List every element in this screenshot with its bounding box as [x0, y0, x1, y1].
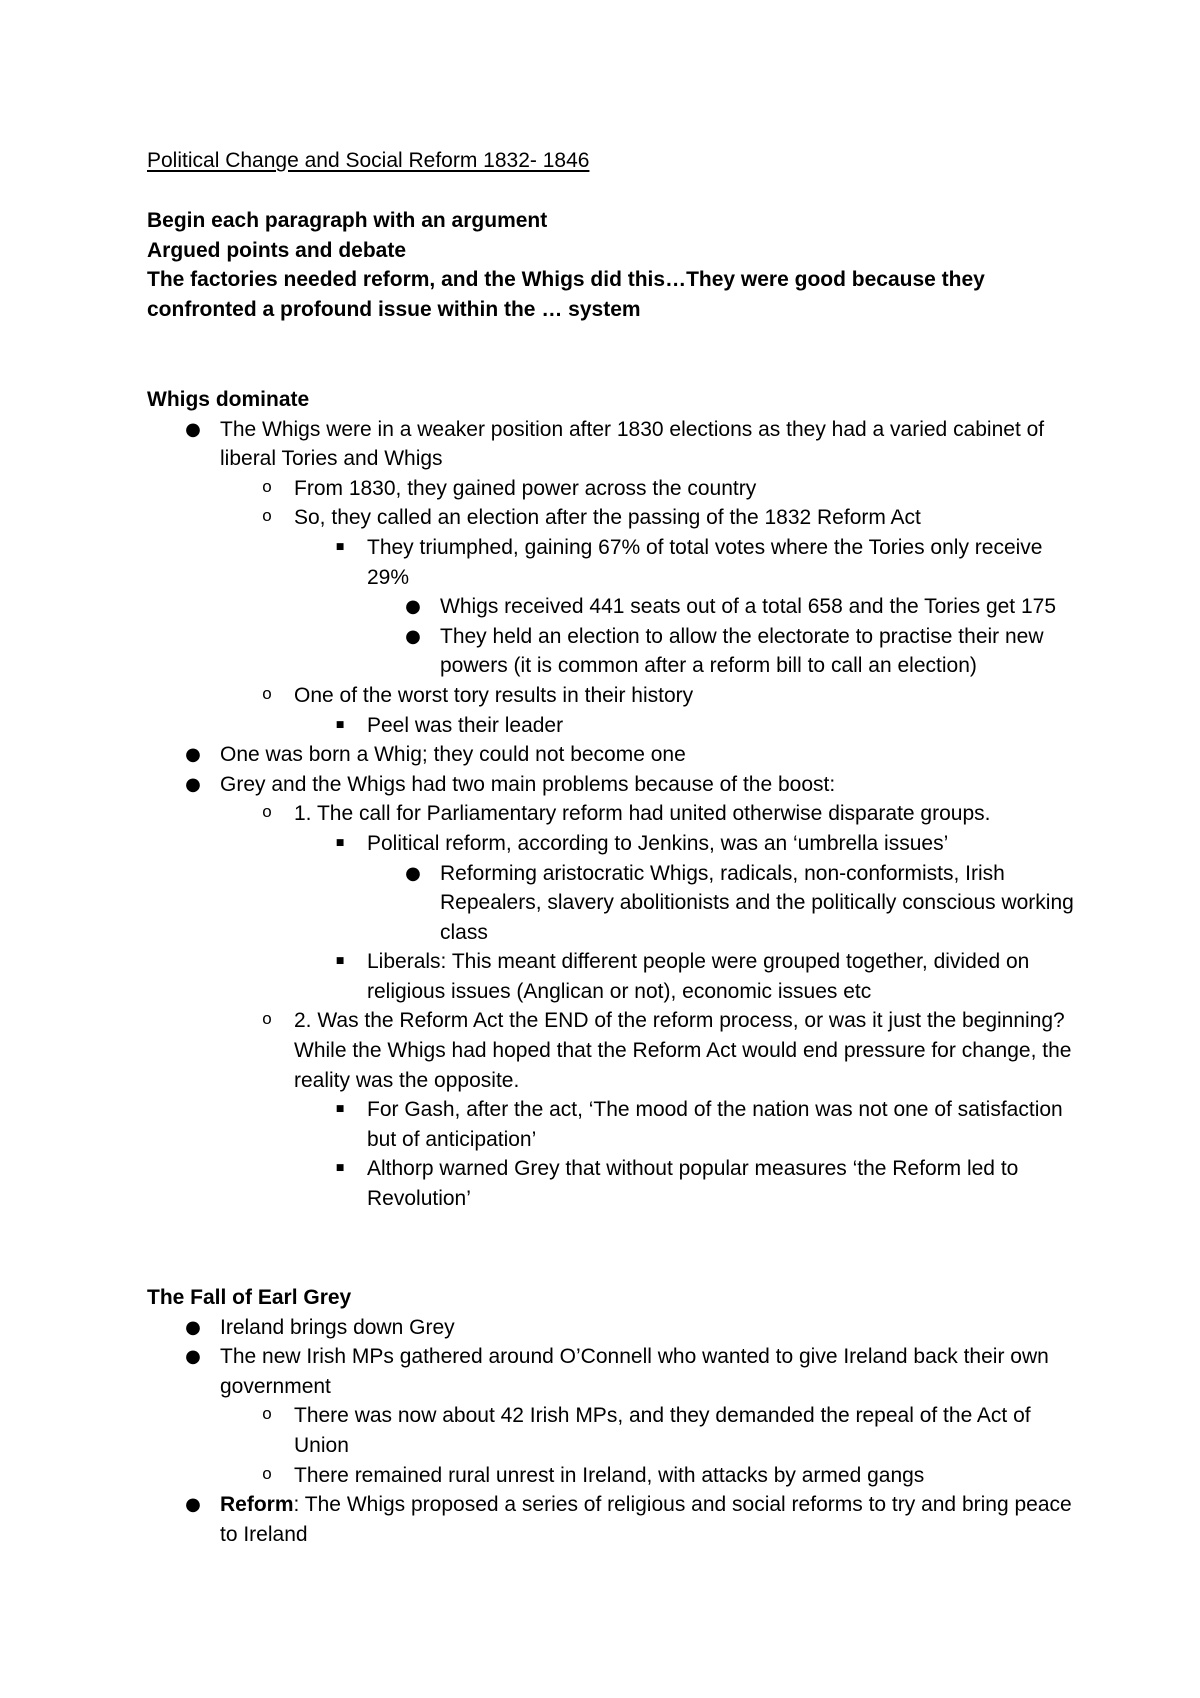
circle-bullet-icon: o	[261, 478, 273, 498]
intro-notes	[147, 206, 1077, 324]
reform-text: : The Whigs proposed a series of religious and social reforms to try and bring peace to Ireland	[220, 1493, 1072, 1546]
section-whigs-dominate	[147, 385, 1077, 1214]
list-item: ● Reforming aristocratic Whigs, radicals, non-conformists, Irish Repealers, slavery abolitionists and the politically conscious working class	[147, 859, 1077, 948]
list-item: ■ Liberals: This meant different people were grouped together, divided on religious issues (Anglican or not), economic issues etc	[147, 947, 1077, 1006]
square-bullet-icon: ■	[335, 837, 345, 848]
list-item: o So, they called an election after the passing of the 1832 Reform Act	[147, 503, 1077, 533]
list-item: ■ They triumphed, gaining 67% of total votes where the Tories only receive 29%	[147, 533, 1077, 592]
circle-bullet-icon: o	[261, 1011, 273, 1031]
bullet-icon: ●	[405, 862, 421, 884]
section-heading: The Fall of Earl Grey	[147, 1286, 352, 1309]
list-item: ■ Political reform, according to Jenkins, was an ‘umbrella issues’	[147, 829, 1077, 859]
bullet-list	[147, 415, 1077, 1214]
circle-bullet-icon: o	[261, 685, 273, 705]
intro-line: Begin each paragraph with an argument	[147, 209, 548, 232]
bullet-icon: ●	[185, 418, 201, 440]
square-bullet-icon: ■	[335, 719, 345, 730]
square-bullet-icon: ■	[335, 956, 345, 967]
list-item: o One of the worst tory results in their history	[147, 681, 1077, 711]
intro-line: The factories needed reform, and the Whigs did this…They were good because they confronted a profound issue within the … system	[147, 268, 985, 321]
square-bullet-icon: ■	[335, 1104, 345, 1115]
section-fall-of-earl-grey	[147, 1283, 1077, 1549]
bullet-list	[147, 1313, 1077, 1550]
list-item: ● The Whigs were in a weaker position after 1830 elections as they had a varied cabinet of liberal Tories and Whigs	[147, 415, 1077, 474]
list-item: ■ Althorp warned Grey that without popular measures ‘the Reform led to Revolution’	[147, 1154, 1077, 1213]
section-heading: Whigs dominate	[147, 388, 310, 411]
list-item: ● The new Irish MPs gathered around O’Connell who wanted to give Ireland back their own government	[147, 1342, 1077, 1401]
list-item: ■ Peel was their leader	[147, 711, 1077, 741]
bullet-icon: ●	[185, 1346, 201, 1368]
list-item: ● They held an election to allow the electorate to practise their new powers (it is common after a reform bill to call an election)	[147, 622, 1077, 681]
circle-bullet-icon: o	[261, 1406, 273, 1426]
bullet-icon: ●	[185, 1494, 201, 1516]
reform-label: Reform	[220, 1493, 294, 1517]
list-item: ● Whigs received 441 seats out of a total 658 and the Tories get 175	[147, 592, 1077, 622]
list-item: o There remained rural unrest in Ireland, with attacks by armed gangs	[147, 1461, 1077, 1491]
list-item: ● Ireland brings down Grey	[147, 1313, 1077, 1343]
list-item: ■ For Gash, after the act, ‘The mood of the nation was not one of satisfaction but of anticipation’	[147, 1095, 1077, 1154]
circle-bullet-icon: o	[261, 1465, 273, 1485]
list-item: o 1. The call for Parliamentary reform had united otherwise disparate groups.	[147, 799, 1077, 829]
bullet-icon: ●	[185, 744, 201, 766]
bullet-icon: ●	[405, 596, 421, 618]
document-title: Political Change and Social Reform 1832- 1846	[147, 149, 590, 172]
square-bullet-icon: ■	[335, 541, 345, 552]
square-bullet-icon: ■	[335, 1163, 345, 1174]
bullet-icon: ●	[185, 773, 201, 795]
bullet-icon: ●	[185, 1316, 201, 1338]
list-item: o There was now about 42 Irish MPs, and they demanded the repeal of the Act of Union	[147, 1401, 1077, 1460]
bullet-icon: ●	[405, 625, 421, 647]
circle-bullet-icon: o	[261, 508, 273, 528]
list-item: o 2. Was the Reform Act the END of the reform process, or was it just the beginning? While the Whigs had hoped that the Reform Act would end pressure for change, the reality was the opposite.	[147, 1006, 1077, 1095]
list-item: ● Grey and the Whigs had two main problems because of the boost:	[147, 770, 1077, 800]
list-item	[147, 1490, 1077, 1549]
list-item: o From 1830, they gained power across the country	[147, 474, 1077, 504]
circle-bullet-icon: o	[261, 804, 273, 824]
intro-line: Argued points and debate	[147, 238, 407, 262]
list-item: ● One was born a Whig; they could not become one	[147, 740, 1077, 770]
